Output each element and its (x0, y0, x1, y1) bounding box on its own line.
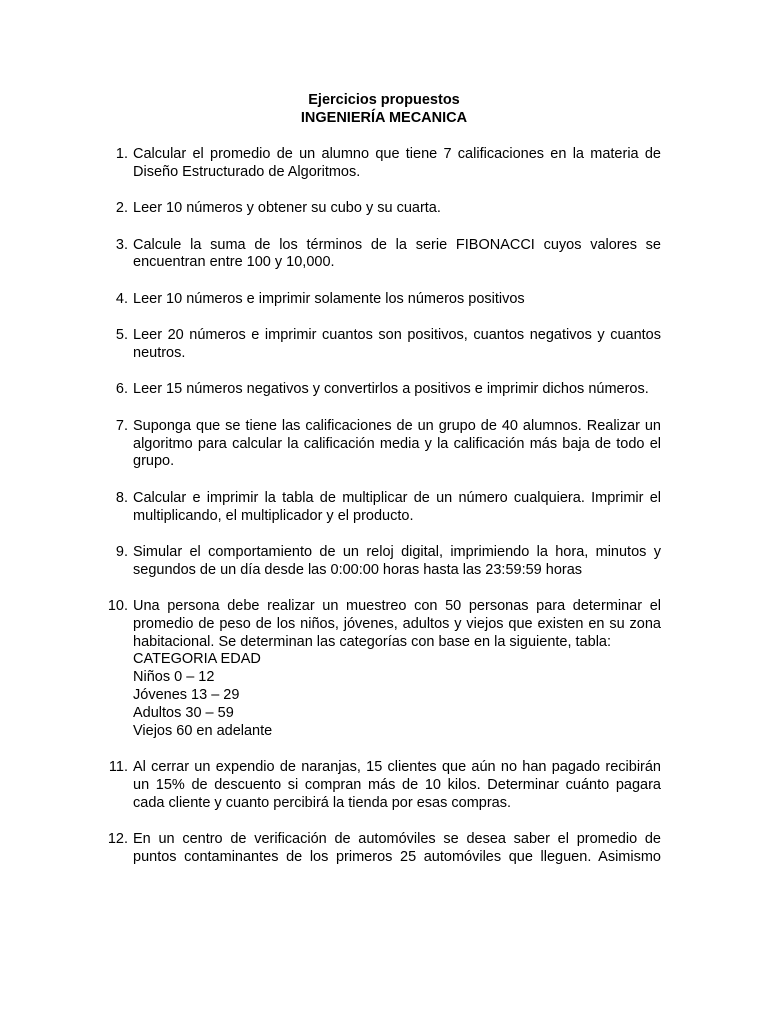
item-text: Suponga que se tiene las calificaciones de un grupo de 40 alumnos. Realizar un algoritmo para calcular la calificación media y la calificación más baja de todo el grupo. (133, 417, 661, 470)
list-item (100, 418, 661, 471)
item-text: En un centro de verificación de automóviles se desea saber el promedio de puntos contaminantes de los primeros 25 automóviles que lleguen. Asimismo (133, 831, 661, 865)
item-number: 12. (107, 831, 128, 848)
item-text: Leer 20 números e imprimir cuantos son positivos, cuantos negativos y cuantos neutros. (133, 327, 661, 361)
item-number: 3. (115, 236, 128, 253)
list-item (100, 544, 661, 580)
list-item (100, 759, 661, 812)
item-text: Simular el comportamiento de un reloj digital, imprimiendo la hora, minutos y segundos de un día desde las 0:00:00 horas hasta las 23:59:59 horas (133, 543, 661, 578)
list-item (100, 146, 661, 182)
item-number: 8. (115, 489, 128, 506)
category-row: Adultos 30 – 59 (133, 704, 234, 721)
list-item (100, 327, 661, 363)
item-text: Leer 15 números negativos y convertirlos a positivos e imprimir dichos números. (133, 381, 649, 398)
list-item (100, 200, 661, 218)
item-number: 1. (115, 146, 128, 162)
item-text: Leer 10 números y obtener su cubo y su cuarta. (133, 200, 441, 217)
document-subtitle: INGENIERÍA MECANICA (300, 109, 468, 126)
item-text: Una persona debe realizar un muestreo con 50 personas para determinar el promedio de peso de los niños, jóvenes, adultos y viejos que existen en su zona habitacional. Se determinan las categorías con base en la siguiente, tabla: (133, 598, 661, 650)
item-number: 6. (115, 381, 128, 398)
item-number: 5. (115, 327, 128, 344)
item-text: Calcule la suma de los términos de la serie FIBONACCI cuyos valores se encuentran entre 100 y 10,000. (133, 236, 661, 271)
item-number: 7. (115, 417, 128, 434)
item-text: Leer 10 números e imprimir solamente los números positivos (133, 290, 525, 307)
category-row: Jóvenes 13 – 29 (133, 687, 240, 704)
list-item (100, 598, 661, 740)
document-title: Ejercicios propuestos (308, 92, 460, 108)
list-item (100, 490, 661, 526)
item-text: Calcular el promedio de un alumno que tiene 7 calificaciones en la materia de Diseño Estructurado de Algoritmos. (133, 146, 661, 180)
item-number: 4. (115, 290, 128, 307)
item-number: 2. (115, 200, 128, 217)
item-number: 10. (107, 598, 128, 615)
item-text: Al cerrar un expendio de naranjas, 15 clientes que aún no han pagado recibirán un 15% de descuento si compran más de 10 kilos. Determinar cuánto pagara cada cliente y cuanto percibirá la tienda por esas compras. (133, 759, 661, 811)
category-row: Niños 0 – 12 (133, 669, 215, 686)
item-number: 11. (108, 759, 128, 776)
list-item (100, 237, 661, 273)
list-item (100, 381, 661, 399)
exercise-list (100, 146, 661, 885)
item-number: 9. (115, 543, 128, 560)
title-block (0, 92, 768, 127)
list-item (100, 291, 661, 309)
category-table-header: CATEGORIA EDAD (133, 651, 261, 668)
item-text: Calcular e imprimir la tabla de multiplicar de un número cualquiera. Imprimir el multiplicando, el multiplicador y el producto. (133, 489, 661, 524)
list-item (100, 831, 661, 867)
category-row: Viejos 60 en adelante (133, 722, 273, 739)
